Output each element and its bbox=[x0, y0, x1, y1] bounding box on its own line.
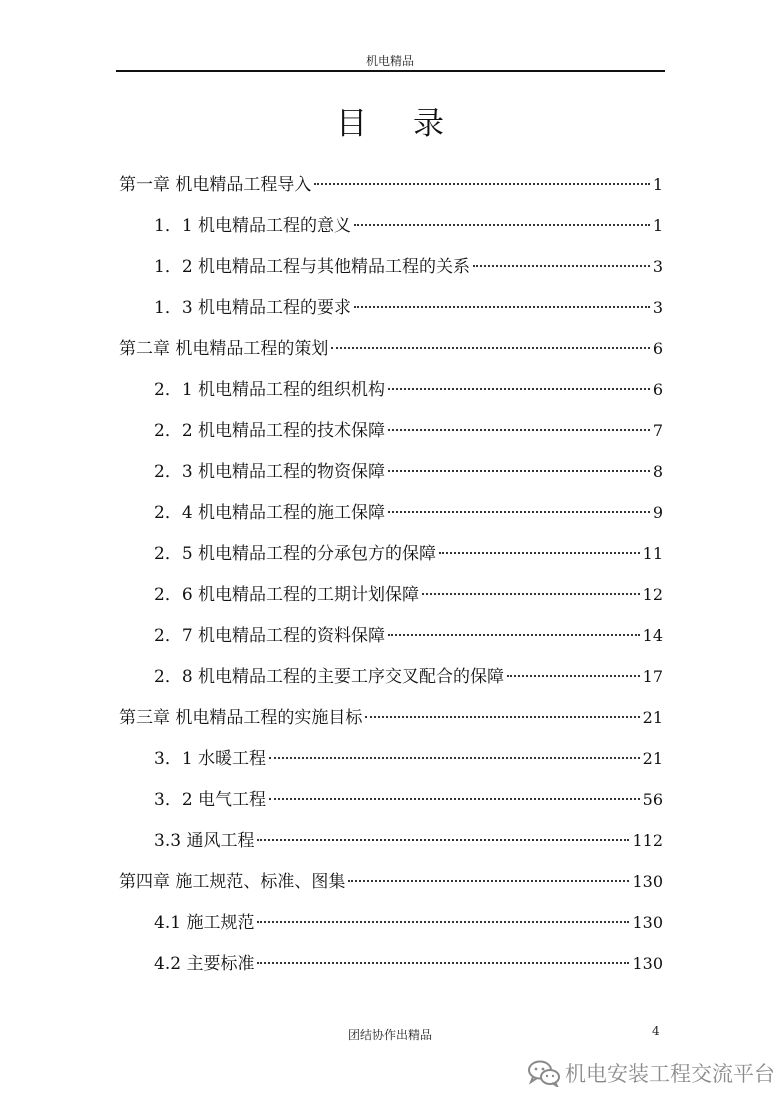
toc-entry-page: 17 bbox=[642, 667, 663, 686]
toc-entry-page: 6 bbox=[652, 380, 663, 399]
toc-entry-label: 3．2 电气工程 bbox=[154, 790, 267, 810]
toc-entry-label: 2．8 机电精品工程的主要工序交叉配合的保障 bbox=[154, 667, 505, 687]
toc-entry-page: 12 bbox=[642, 585, 663, 604]
toc-entry-label: 第二章 机电精品工程的策划 bbox=[119, 339, 329, 359]
toc-entry-label: 1．1 机电精品工程的意义 bbox=[154, 216, 352, 236]
toc-section-entry[interactable] bbox=[119, 665, 663, 706]
toc-entry-page: 7 bbox=[652, 421, 663, 440]
toc-entry-label: 4.1 施工规范 bbox=[154, 913, 255, 933]
toc-entry-label: 第三章 机电精品工程的实施目标 bbox=[119, 708, 363, 728]
toc-chapter-entry[interactable] bbox=[119, 870, 663, 911]
toc-list bbox=[119, 173, 663, 993]
toc-dot-leader bbox=[388, 511, 650, 513]
toc-dot-leader bbox=[257, 921, 629, 923]
toc-section-entry[interactable] bbox=[119, 624, 663, 665]
toc-dot-leader bbox=[388, 429, 650, 431]
toc-section-entry[interactable] bbox=[119, 747, 663, 788]
toc-dot-leader bbox=[388, 388, 650, 390]
watermark-text: 机电安装工程交流平台 bbox=[565, 1062, 775, 1086]
toc-title: 目录 bbox=[336, 106, 490, 142]
toc-entry-page: 130 bbox=[632, 872, 663, 891]
toc-dot-leader bbox=[354, 224, 650, 226]
toc-dot-leader bbox=[257, 962, 629, 964]
toc-section-entry[interactable] bbox=[119, 911, 663, 952]
wechat-icon bbox=[527, 1059, 561, 1087]
toc-entry-page: 1 bbox=[652, 175, 663, 194]
toc-dot-leader bbox=[314, 183, 649, 185]
toc-entry-label: 2．4 机电精品工程的施工保障 bbox=[154, 503, 386, 523]
watermark bbox=[527, 1058, 775, 1088]
toc-entry-label: 2．7 机电精品工程的资料保障 bbox=[154, 626, 386, 646]
toc-entry-label: 2．5 机电精品工程的分承包方的保障 bbox=[154, 544, 437, 564]
toc-dot-leader bbox=[354, 306, 650, 308]
toc-entry-label: 2．1 机电精品工程的组织机构 bbox=[154, 380, 386, 400]
toc-dot-leader bbox=[365, 716, 639, 718]
toc-section-entry[interactable] bbox=[119, 542, 663, 583]
toc-entry-page: 8 bbox=[652, 462, 663, 481]
footer-slogan: 团结协作出精品 bbox=[347, 1028, 432, 1042]
header-rule bbox=[116, 70, 665, 72]
toc-section-entry[interactable] bbox=[119, 501, 663, 542]
toc-entry-page: 130 bbox=[632, 954, 663, 973]
toc-dot-leader bbox=[439, 552, 640, 554]
toc-entry-page: 3 bbox=[652, 298, 663, 317]
toc-dot-leader bbox=[269, 798, 640, 800]
toc-entry-label: 第四章 施工规范、标准、图集 bbox=[119, 872, 346, 892]
toc-dot-leader bbox=[388, 634, 640, 636]
toc-entry-page: 14 bbox=[642, 626, 663, 645]
toc-entry-label: 4.2 主要标准 bbox=[154, 954, 255, 974]
toc-section-entry[interactable] bbox=[119, 829, 663, 870]
toc-entry-label: 2．3 机电精品工程的物资保障 bbox=[154, 462, 386, 482]
toc-section-entry[interactable] bbox=[119, 419, 663, 460]
toc-entry-label: 3．1 水暖工程 bbox=[154, 749, 267, 769]
toc-entry-label: 2．6 机电精品工程的工期计划保障 bbox=[154, 585, 420, 605]
toc-entry-page: 1 bbox=[652, 216, 663, 235]
toc-section-entry[interactable] bbox=[119, 378, 663, 419]
toc-entry-label: 1．3 机电精品工程的要求 bbox=[154, 298, 352, 318]
toc-section-entry[interactable] bbox=[119, 583, 663, 624]
toc-dot-leader bbox=[473, 265, 650, 267]
toc-chapter-entry[interactable] bbox=[119, 173, 663, 214]
page-header: 机电精品 bbox=[365, 54, 414, 68]
toc-entry-page: 21 bbox=[642, 749, 663, 768]
toc-entry-page: 3 bbox=[652, 257, 663, 276]
toc-section-entry[interactable] bbox=[119, 214, 663, 255]
toc-entry-label: 3.3 通风工程 bbox=[154, 831, 255, 851]
toc-dot-leader bbox=[422, 593, 640, 595]
toc-dot-leader bbox=[388, 470, 650, 472]
footer-page-number: 4 bbox=[652, 1024, 660, 1038]
toc-section-entry[interactable] bbox=[119, 460, 663, 501]
toc-section-entry[interactable] bbox=[119, 952, 663, 993]
toc-entry-page: 11 bbox=[642, 544, 663, 563]
toc-section-entry[interactable] bbox=[119, 788, 663, 829]
toc-entry-label: 1．2 机电精品工程与其他精品工程的关系 bbox=[154, 257, 471, 277]
toc-dot-leader bbox=[257, 839, 629, 841]
toc-dot-leader bbox=[269, 757, 640, 759]
toc-entry-page: 9 bbox=[652, 503, 663, 522]
toc-entry-label: 第一章 机电精品工程导入 bbox=[119, 175, 312, 195]
toc-entry-page: 21 bbox=[642, 708, 663, 727]
toc-entry-page: 6 bbox=[652, 339, 663, 358]
toc-entry-page: 130 bbox=[632, 913, 663, 932]
toc-entry-label: 2．2 机电精品工程的技术保障 bbox=[154, 421, 386, 441]
toc-section-entry[interactable] bbox=[119, 296, 663, 337]
toc-entry-page: 56 bbox=[642, 790, 663, 809]
toc-chapter-entry[interactable] bbox=[119, 337, 663, 378]
toc-dot-leader bbox=[507, 675, 640, 677]
toc-dot-leader bbox=[348, 880, 629, 882]
toc-entry-page: 112 bbox=[632, 831, 663, 850]
toc-section-entry[interactable] bbox=[119, 255, 663, 296]
toc-chapter-entry[interactable] bbox=[119, 706, 663, 747]
toc-dot-leader bbox=[331, 347, 649, 349]
